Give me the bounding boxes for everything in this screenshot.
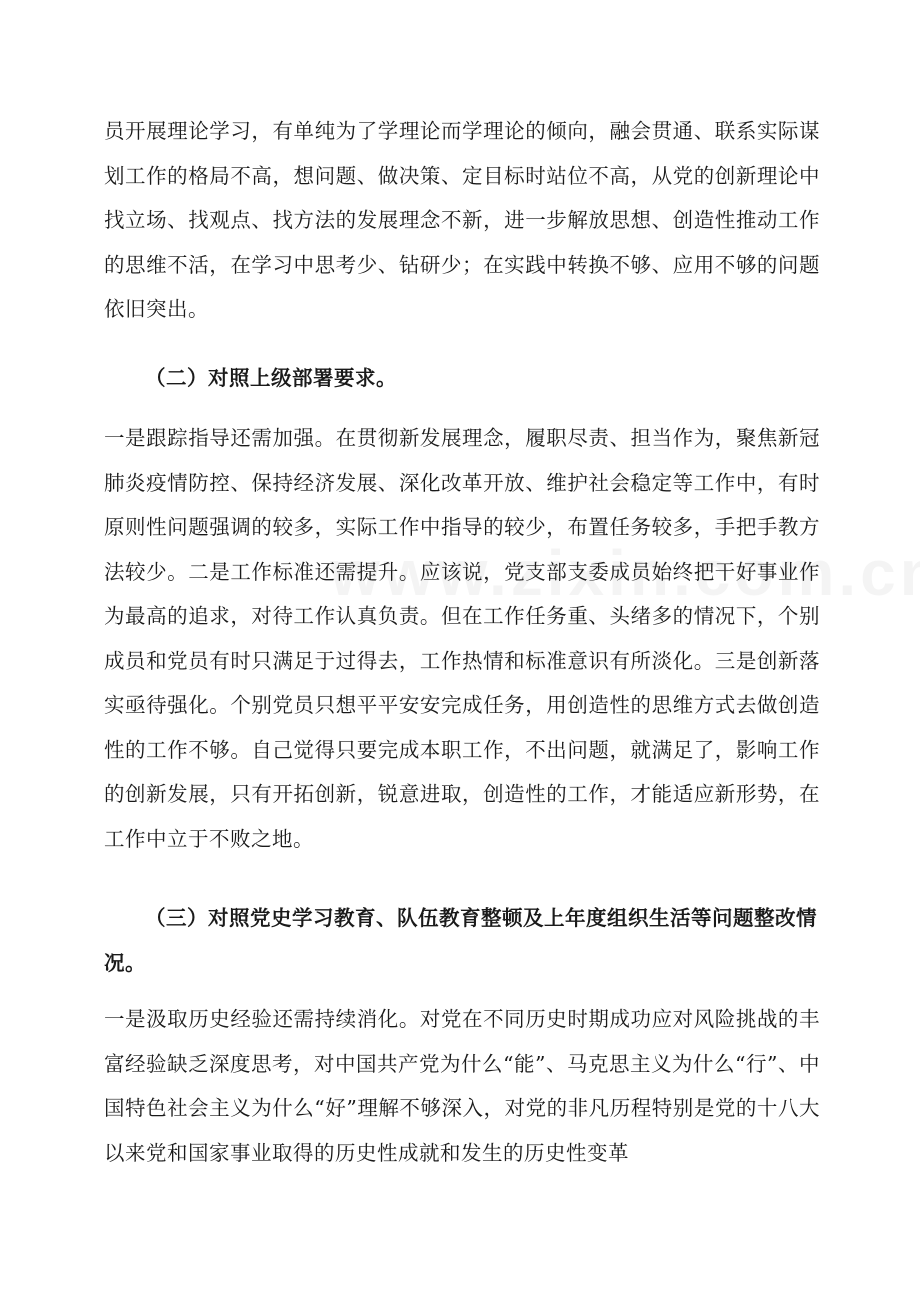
paragraph-superior-requirements: 一是跟踪指导还需加强。在贯彻新发展理念，履职尽责、担当作为，聚焦新冠肺炎疫情防控、保持经济发展、深化改革开放、维护社会稳定等工作中，有时原则性问题强调的较多，实际工作中指导的较少，布置任务较多，手把手教方法较少。二是工作标准还需提升。应该说，党支部支委成员始终把干好事业作为最高的追求，对待工作认真负责。但在工作任务重、头绪多的情况下，个别成员和党员有时只满足于过得去，工作热情和标准意识有所淡化。三是创新落实亟待强化。个别党员只想平平安安完成任务，用创造性的思维方式去做创造性的工作不够。自己觉得只要完成本职工作，不出问题，就满足了，影响工作的创新发展，只有开拓创新，锐意进取，创造性的工作，才能适应新形势，在工作中立于不败之地。: [104, 426, 820, 851]
paragraph-party-history: 一是汲取历史经验还需持续消化。对党在不同历史时期成功应对风险挑战的丰富经验缺乏深度思考，对中国共产党为什么“能”、马克思主义为什么“行”、中国特色社会主义为什么“好”理解不够深入，对党的非凡历程特别是党的十八大以来党和国家事业取得的历史性成就和发生的历史性变革: [104, 1007, 820, 1165]
section-heading-3: （三）对照党史学习教育、队伍教育整顿及上年度组织生活等问题整改情况。: [104, 906, 817, 975]
paragraph-theory-study: 员开展理论学习，有单纯为了学理论而学理论的倾向，融会贯通、联系实际谋划工作的格局不高，想问题、做决策、定目标时站位不高，从党的创新理论中找立场、找观点、找方法的发展理念不新，进一步解放思想、创造性推动工作的思维不活，在学习中思考少、钻研少；在实践中转换不够、应用不够的问题依旧突出。: [104, 119, 820, 321]
section-heading-2: （二）对照上级部署要求。: [145, 366, 397, 390]
